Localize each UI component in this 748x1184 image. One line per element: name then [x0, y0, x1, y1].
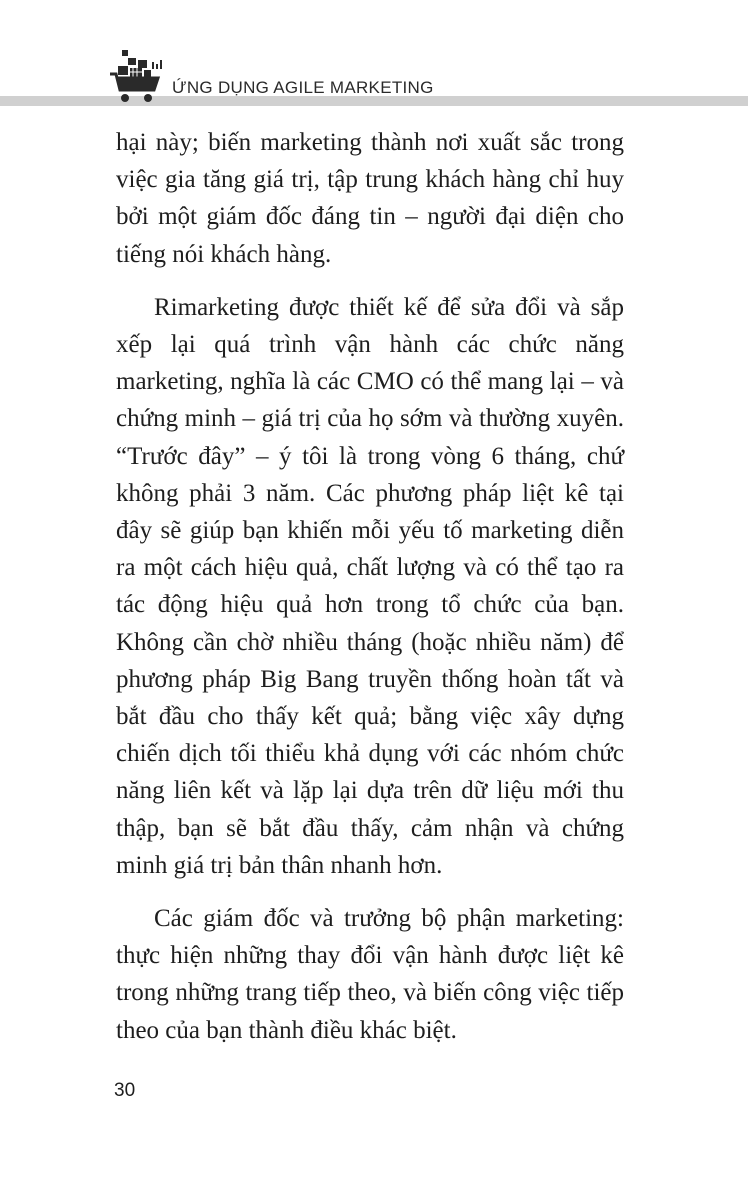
paragraph-3: Các giám đốc và trưởng bộ phận marketing: thực hiện những thay đổi vận hành được liệt kê trong những trang tiếp theo, và biến công việc tiếp theo của bạn thành điều khác biệt. [116, 905, 624, 1044]
page-number: 30 [114, 1080, 136, 1101]
running-head: ỨNG DỤNG AGILE MARKETING [172, 78, 434, 97]
shopping-cart-icon [108, 48, 170, 106]
paragraph-2: Rimarketing được thiết kế để sửa đổi và sắp xếp lại quá trình vận hành các chức năng marketing, nghĩa là các CMO có thể mang lại – và chứng minh – giá trị của họ sớm và thường xuyên. “Trước đây” – ý tôi là trong vòng 6 tháng, chứ không phải 3 năm. Các phương pháp liệt kê tại đây sẽ giúp bạn khiến mỗi yếu tố marketing diễn ra một cách hiệu quả, chất lượng và có thể tạo ra tác động hiệu quả hơn trong tổ chức của bạn. Không cần chờ nhiều tháng (hoặc nhiều năm) để phương pháp Big Bang truyền thống hoàn tất và bắt đầu cho thấy kết quả; bằng việc xây dựng chiến dịch tối thiểu khả dụng với các nhóm chức năng liên kết và lặp lại dựa trên dữ liệu mới thu thập, bạn sẽ bắt đầu thấy, cảm nhận và chứng minh giá trị bản thân nhanh hơn. [116, 293, 624, 879]
body-text [116, 124, 624, 1049]
page-header [0, 44, 748, 108]
paragraph-1: hại này; biến marketing thành nơi xuất sắc trong việc gia tăng giá trị, tập trung khách hàng chỉ huy bởi một giám đốc đáng tin – người đại diện cho tiếng nói khách hàng. [116, 129, 624, 268]
